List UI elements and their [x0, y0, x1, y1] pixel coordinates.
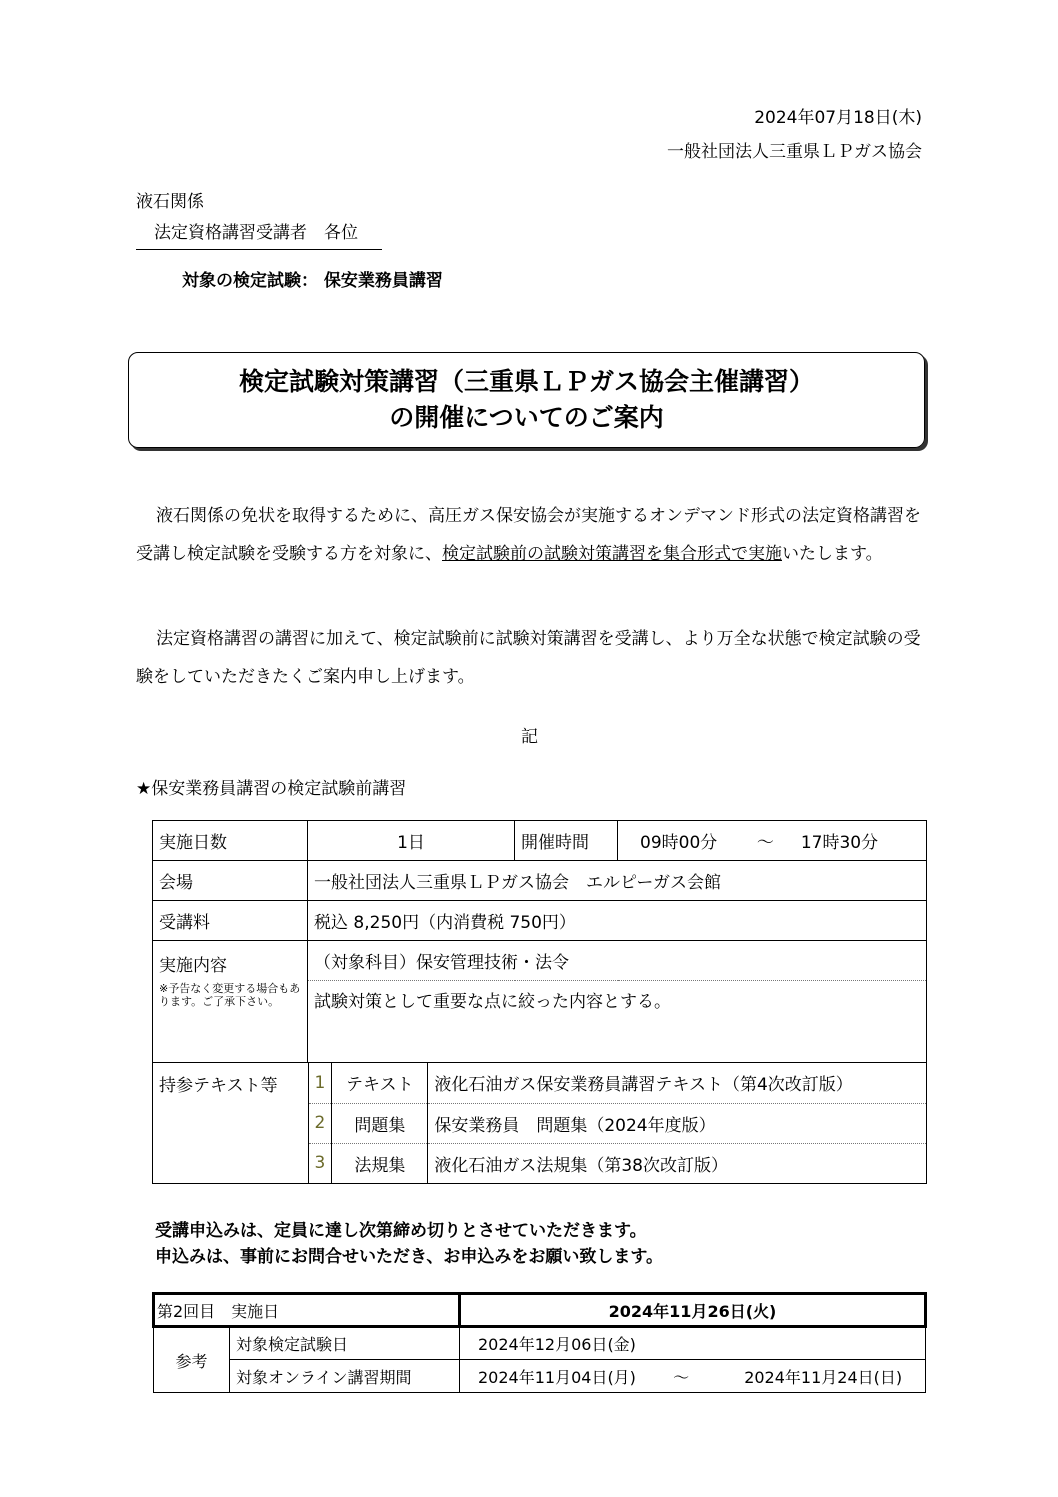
schedule-table — [152, 1292, 927, 1393]
body-paragraph-1 — [136, 497, 922, 573]
body-p1-end: いたします。 — [782, 544, 883, 564]
content-subject: （対象科目）保安管理技術・法令 — [308, 941, 927, 981]
content-label: 実施内容 — [159, 956, 227, 976]
sender-organization: 一般社団法人三重県ＬＰガス協会 — [667, 142, 922, 162]
exam-date: 2024年12月06日(金) — [460, 1327, 926, 1360]
notice-line-1: 受講申込みは、定員に達し次第締め切りとさせていただきます。 — [155, 1221, 647, 1241]
text-2-type: 問題集 — [332, 1103, 428, 1143]
content-note: ※予告なく変更する場合もあります。ご了承下さい。 — [159, 982, 301, 1008]
texts-table — [153, 1063, 926, 1183]
venue-label: 会場 — [153, 861, 308, 901]
recipient-line-1: 液石関係 — [136, 192, 204, 212]
body-p1-text: 液石関係の免状を取得するために、高圧ガス保安協会が実施するオンデマンド形式の法定資格講習を受講し検定試験を受験する方を対象に、 — [136, 506, 921, 564]
text-2-num: 2 — [308, 1103, 332, 1143]
online-sep: ～ — [673, 1367, 690, 1387]
content-desc: 試験対策として重要な点に絞った内容とする。 — [308, 981, 927, 1063]
text-1-num: 1 — [308, 1063, 332, 1103]
time-sep: ～ — [756, 833, 774, 853]
title-line-2: の開催についてのご案内 — [389, 403, 664, 432]
text-2-name: 保安業務員 問題集（2024年度版） — [428, 1103, 926, 1143]
days-label: 実施日数 — [153, 821, 308, 861]
fee-value: 税込 8,250円（内消費税 750円） — [308, 901, 927, 941]
title-line-1: 検定試験対策講習（三重県ＬＰガス協会主催講習） — [238, 367, 814, 396]
texts-cell — [153, 1063, 927, 1184]
text-3-num: 3 — [308, 1143, 332, 1183]
notice-line-2: 申込みは、事前にお問合せいただき、お申込みをお願い致します。 — [155, 1247, 663, 1267]
texts-label: 持参テキスト等 — [153, 1063, 308, 1183]
ki-mark: 記 — [521, 727, 538, 747]
time-value — [618, 821, 927, 861]
time-label: 開催時間 — [515, 821, 618, 861]
document-date: 2024年07月18日(木) — [754, 108, 922, 128]
online-end: 2024年11月24日(日) — [744, 1367, 903, 1387]
notice — [155, 1218, 663, 1270]
time-end: 17時30分 — [800, 833, 879, 853]
text-1-name: 液化石油ガス保安業務員講習テキスト（第4次改訂版） — [428, 1063, 926, 1103]
time-start: 09時00分 — [640, 833, 718, 853]
online-start: 2024年11月04日(月) — [478, 1367, 636, 1387]
online-period — [460, 1360, 926, 1393]
text-3-name: 液化石油ガス法規集（第38次改訂版） — [434, 1155, 728, 1176]
ref-label: 参考 — [154, 1327, 230, 1393]
exam-label: 対象検定試験日 — [230, 1327, 460, 1360]
recipient-line-2: 法定資格講習受講者 各位 — [136, 218, 382, 250]
content-label-cell — [153, 941, 308, 1063]
details-table — [152, 820, 927, 1184]
section-title: ★保安業務員講習の検定試験前講習 — [136, 779, 407, 799]
target-exam: 対象の検定試験： 保安業務員講習 — [182, 271, 443, 291]
venue-value: 一般社団法人三重県ＬＰガス協会 エルピーガス会館 — [308, 861, 927, 901]
text-1-type: テキスト — [332, 1063, 428, 1103]
title-box — [128, 352, 925, 448]
body-p1-underline: 検定試験前の試験対策講習を集合形式で実施 — [442, 544, 782, 564]
text-3-type: 法規集 — [332, 1143, 428, 1183]
fee-label: 受講料 — [153, 901, 308, 941]
round-date: 2024年11月26日(火) — [460, 1294, 926, 1327]
round-label: 第2回目 実施日 — [154, 1294, 460, 1327]
days-value: 1日 — [308, 821, 515, 861]
body-paragraph-2: 法定資格講習の講習に加えて、検定試験前に試験対策講習を受講し、より万全な状態で検定試験の受験をしていただきたくご案内申し上げます。 — [136, 629, 921, 687]
online-label: 対象オンライン講習期間 — [230, 1360, 460, 1393]
